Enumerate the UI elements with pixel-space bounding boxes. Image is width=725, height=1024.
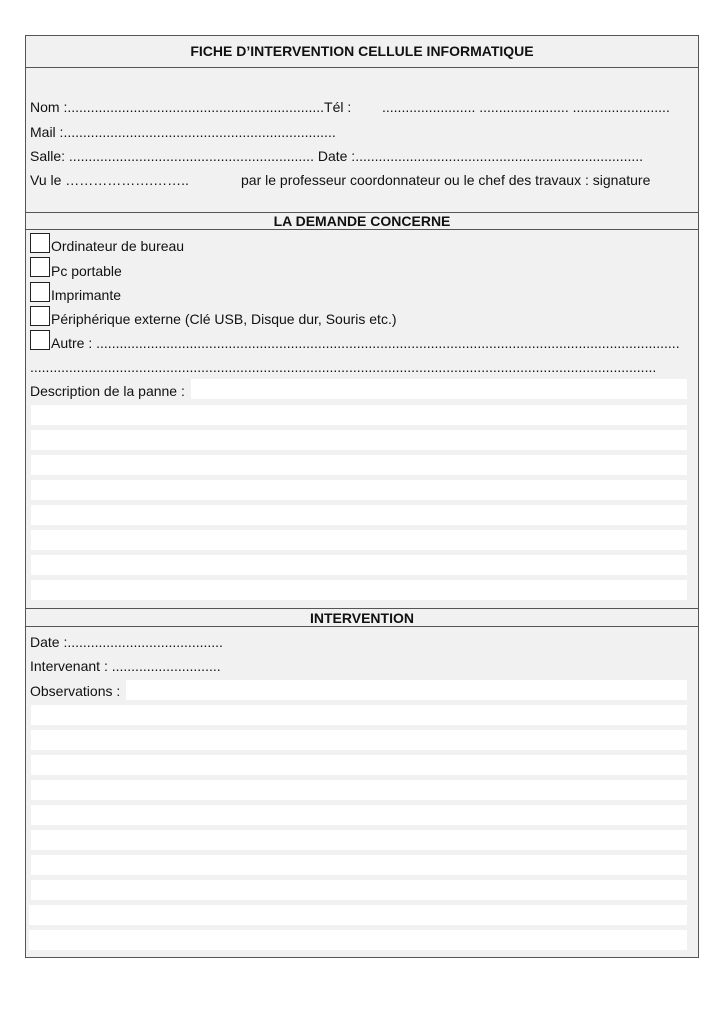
intervenant-field[interactable]: Intervenant : ............................ [30,658,221,674]
description-line[interactable] [191,379,687,399]
observations-label: Observations : [30,683,121,699]
checkbox-imprimante[interactable] [30,282,50,302]
checkbox-ordinateur[interactable] [30,233,50,253]
signature-note: par le professeur coordonnateur ou le chef des travaux : signature [241,172,651,188]
observations-line[interactable] [126,680,687,700]
mail-field[interactable]: Mail :...................................................................... [30,124,336,140]
observations-line[interactable] [31,830,687,850]
description-label: Description de la panne : [30,383,185,399]
description-line[interactable] [31,455,687,475]
divider [26,626,698,627]
description-line[interactable] [31,530,687,550]
checkbox-peripherique[interactable] [30,306,50,326]
nom-field[interactable]: Nom :..................................................................Tél : [30,99,352,115]
option-label: Périphérique externe (Clé USB, Disque dur, Souris etc.) [51,311,397,327]
observations-line[interactable] [31,855,687,875]
observations-line[interactable] [31,780,687,800]
form-title: FICHE D’INTERVENTION CELLULE INFORMATIQUE [190,43,534,59]
observations-line[interactable] [29,930,687,950]
description-line[interactable] [31,405,687,425]
description-line[interactable] [31,505,687,525]
divider [26,608,698,609]
divider [26,67,698,68]
intervention-form [25,35,699,958]
option-label: Pc portable [51,263,122,279]
intervention-date-field[interactable]: Date :........................................ [30,634,223,650]
autre-continuation[interactable]: ................................................................................................................................................................. [30,359,657,375]
demande-section-title: LA DEMANDE CONCERNE [273,213,451,229]
intervention-section-title: INTERVENTION [310,610,414,626]
description-line[interactable] [31,555,687,575]
checkbox-pc-portable[interactable] [30,257,50,277]
checkbox-autre[interactable] [30,330,50,350]
description-line[interactable] [31,430,687,450]
observations-line[interactable] [31,730,687,750]
observations-line[interactable] [31,755,687,775]
divider [26,229,698,230]
observations-line[interactable] [31,705,687,725]
description-line[interactable] [31,580,687,600]
observations-line[interactable] [31,805,687,825]
observations-line[interactable] [29,905,687,925]
option-label: Ordinateur de bureau [51,238,185,254]
vu-le-field[interactable]: Vu le ……………….…….. [30,172,189,188]
tel-field[interactable]: ........................ ....................... ......................... [382,99,670,115]
observations-line[interactable] [31,880,687,900]
option-label[interactable]: Autre : ...................................................................................................................................................... [51,335,680,351]
option-label: Imprimante [51,287,122,303]
description-line[interactable] [31,480,687,500]
salle-date-field[interactable]: Salle: ............................................................... Date :.......................................................................... [30,148,644,164]
